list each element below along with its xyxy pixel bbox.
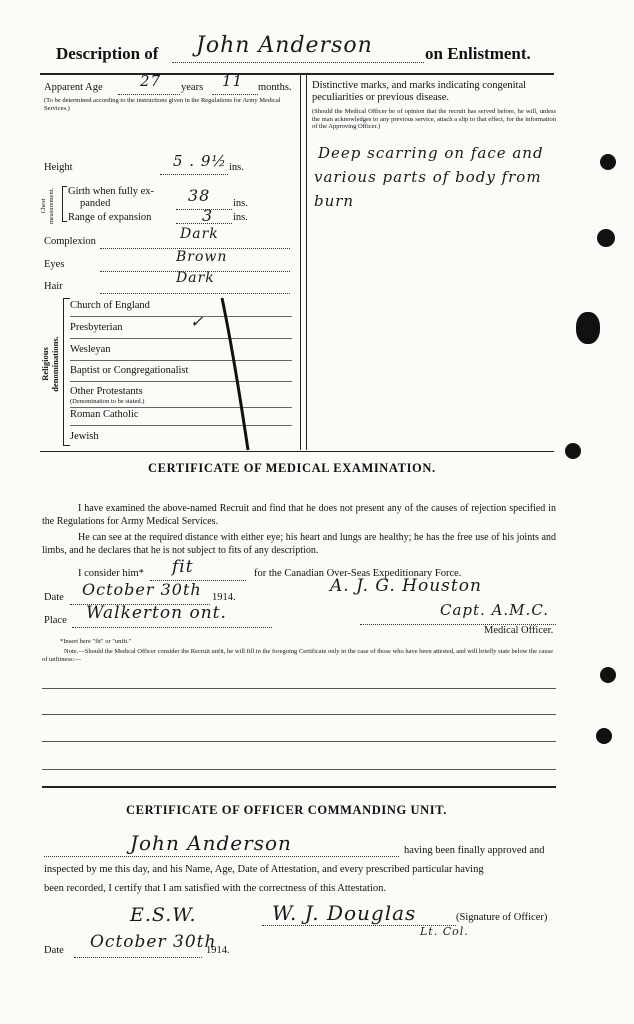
denomination-wesleyan: Wesleyan [70,344,111,355]
marks-note: (Should the Medical Officer be of opinion that the recruit has served before, he will, unless the man acknowledges to any previous service, attach a slip to that effect, for the information of the Approving Officer.) [312,108,556,130]
signature-of-officer-label: (Signature of Officer) [456,912,548,923]
row-line [70,381,292,382]
marks-heading: Distinctive marks, and marks indicating congenital peculiarities or previous disease. [312,80,527,103]
top-rule [40,73,554,75]
age-months-value: 11 [222,72,244,90]
blank-line [42,714,556,715]
eyes-value: Brown [176,249,228,265]
complexion-label: Complexion [44,236,96,247]
medical-officer-label: Medical Officer. [484,625,554,636]
religion-brace [63,298,70,446]
girth-label-1: Girth when fully ex- [68,186,155,197]
girth-value: 38 [188,186,211,205]
officer-date-value: October 30th [90,932,217,952]
commanding-officer-signature: W. J. Douglas [272,901,417,925]
approval-line-1: having been finally approved and [404,845,545,856]
presbyterian-mark: ✓ [190,312,205,331]
medical-para-2: He can see at the required distance with either eye; his heart and lungs are healthy; he has the free use of his joints and limbs, and he declares that he is not subject to fits of any description. [42,532,556,556]
punch-hole [565,443,581,459]
denomination-presbyterian: Presbyterian [70,322,123,333]
place-label: Place [44,615,67,626]
dot-line [72,627,272,628]
punch-hole [576,312,600,344]
height-ins: ins. [229,162,244,173]
medical-officer-signature: A. J. G. Houston [330,576,482,596]
row-line [70,407,292,408]
height-label: Height [44,162,73,173]
marks-line-1: Deep scarring on face and [318,144,544,162]
insert-note: *Insert here "fit" or "unfit." [60,638,132,645]
enlistee-name: John Anderson [196,33,373,58]
dot-line [74,957,202,958]
hair-value: Dark [176,270,215,286]
hair-label: Hair [44,281,63,292]
months-label: months. [258,82,292,93]
row-line [70,425,292,426]
denomination-jewish: Jewish [70,431,99,442]
age-years-value: 27 [140,72,162,90]
approval-line-3: been recorded, I certify that I am satisfied with the correctness of this Attestation. [44,883,387,894]
dot-line [118,94,180,95]
girth-ins: ins. [233,198,248,209]
punch-hole [596,728,612,744]
officer-cert-title: CERTIFICATE OF OFFICER COMMANDING UNIT. [126,803,447,817]
punch-hole [600,154,616,170]
nota-text: Note.—Should the Medical Officer consider the Recruit unfit, he will fill in the foregoing Certificate only in the case of those who have been attested, and will briefly state below the cause of unfitness:— [42,648,554,663]
eyes-label: Eyes [44,259,65,270]
fitness-value: fit [172,557,194,577]
medical-date-value: October 30th [82,580,202,599]
section-rule [42,786,556,788]
row-line [70,360,292,361]
consider-label: I consider him* [78,568,144,579]
blank-line [42,688,556,689]
column-divider [300,75,301,450]
chest-brace [62,186,67,222]
blank-line [42,769,556,770]
religion-strike-stroke [218,296,258,456]
title-right: on Enlistment. [425,44,531,63]
officer-date-label: Date [44,945,64,956]
range-value: 3 [202,206,214,225]
denomination-church-of-england: Church of England [70,300,150,311]
officer-cert-name: John Anderson [130,831,292,855]
dot-line [44,856,399,857]
dot-line [212,94,258,95]
commanding-officer-rank: Lt. Col. [420,925,469,938]
age-note: (To be determined according to the instructions given in the Regulations for Army Medical Services.) [44,97,281,112]
girth-label-2: panded [80,198,111,209]
dot-line [176,223,232,224]
marks-line-3: burn [314,192,355,210]
bottom-rule [40,451,554,452]
title-left: Description of [56,44,159,63]
medical-para-1: I have examined the above-named Recruit and find that he does not present any of the causes of rejection specified in the Regulations for Army Medical Services. [42,503,556,527]
other-note: (Denomination to be stated.) [70,398,145,405]
force-text: for the Canadian Over-Seas Expeditionary Force. [254,568,462,579]
medical-year: 1914. [212,592,236,603]
years-label: years [181,82,204,93]
approval-line-2: inspected by me this day, and his Name, Age, Date of Attestation, and every prescribed particular having [44,864,484,875]
punch-hole [600,667,616,683]
religious-label: Religious denominations. [40,336,60,392]
name-line [172,62,424,63]
dot-line [100,293,290,294]
denomination-roman-catholic: Roman Catholic [70,409,139,420]
medical-officer-rank: Capt. A.M.C. [440,601,550,619]
apparent-age-label: Apparent Age [44,82,103,93]
complexion-value: Dark [180,226,219,242]
dot-line [160,174,228,175]
officer-initials: E.S.W. [130,904,197,926]
place-value: Walkerton ont. [86,603,227,623]
range-ins: ins. [233,212,248,223]
medical-cert-title: CERTIFICATE OF MEDICAL EXAMINATION. [148,461,436,475]
blank-line [42,741,556,742]
chest-label: Chest measurement. [40,187,55,225]
column-divider-2 [306,75,307,450]
denomination-other-protestants: Other Protestants [70,386,143,397]
range-label: Range of expansion [68,212,152,223]
marks-line-2: various parts of body from [314,168,542,186]
denomination-baptist: Baptist or Congregationalist [70,365,189,376]
height-value: 5 . 9½ [173,152,227,170]
row-line [70,316,292,317]
row-line [70,338,292,339]
punch-hole [597,229,615,247]
medical-date-label: Date [44,592,64,603]
officer-year: 1914. [206,945,230,956]
